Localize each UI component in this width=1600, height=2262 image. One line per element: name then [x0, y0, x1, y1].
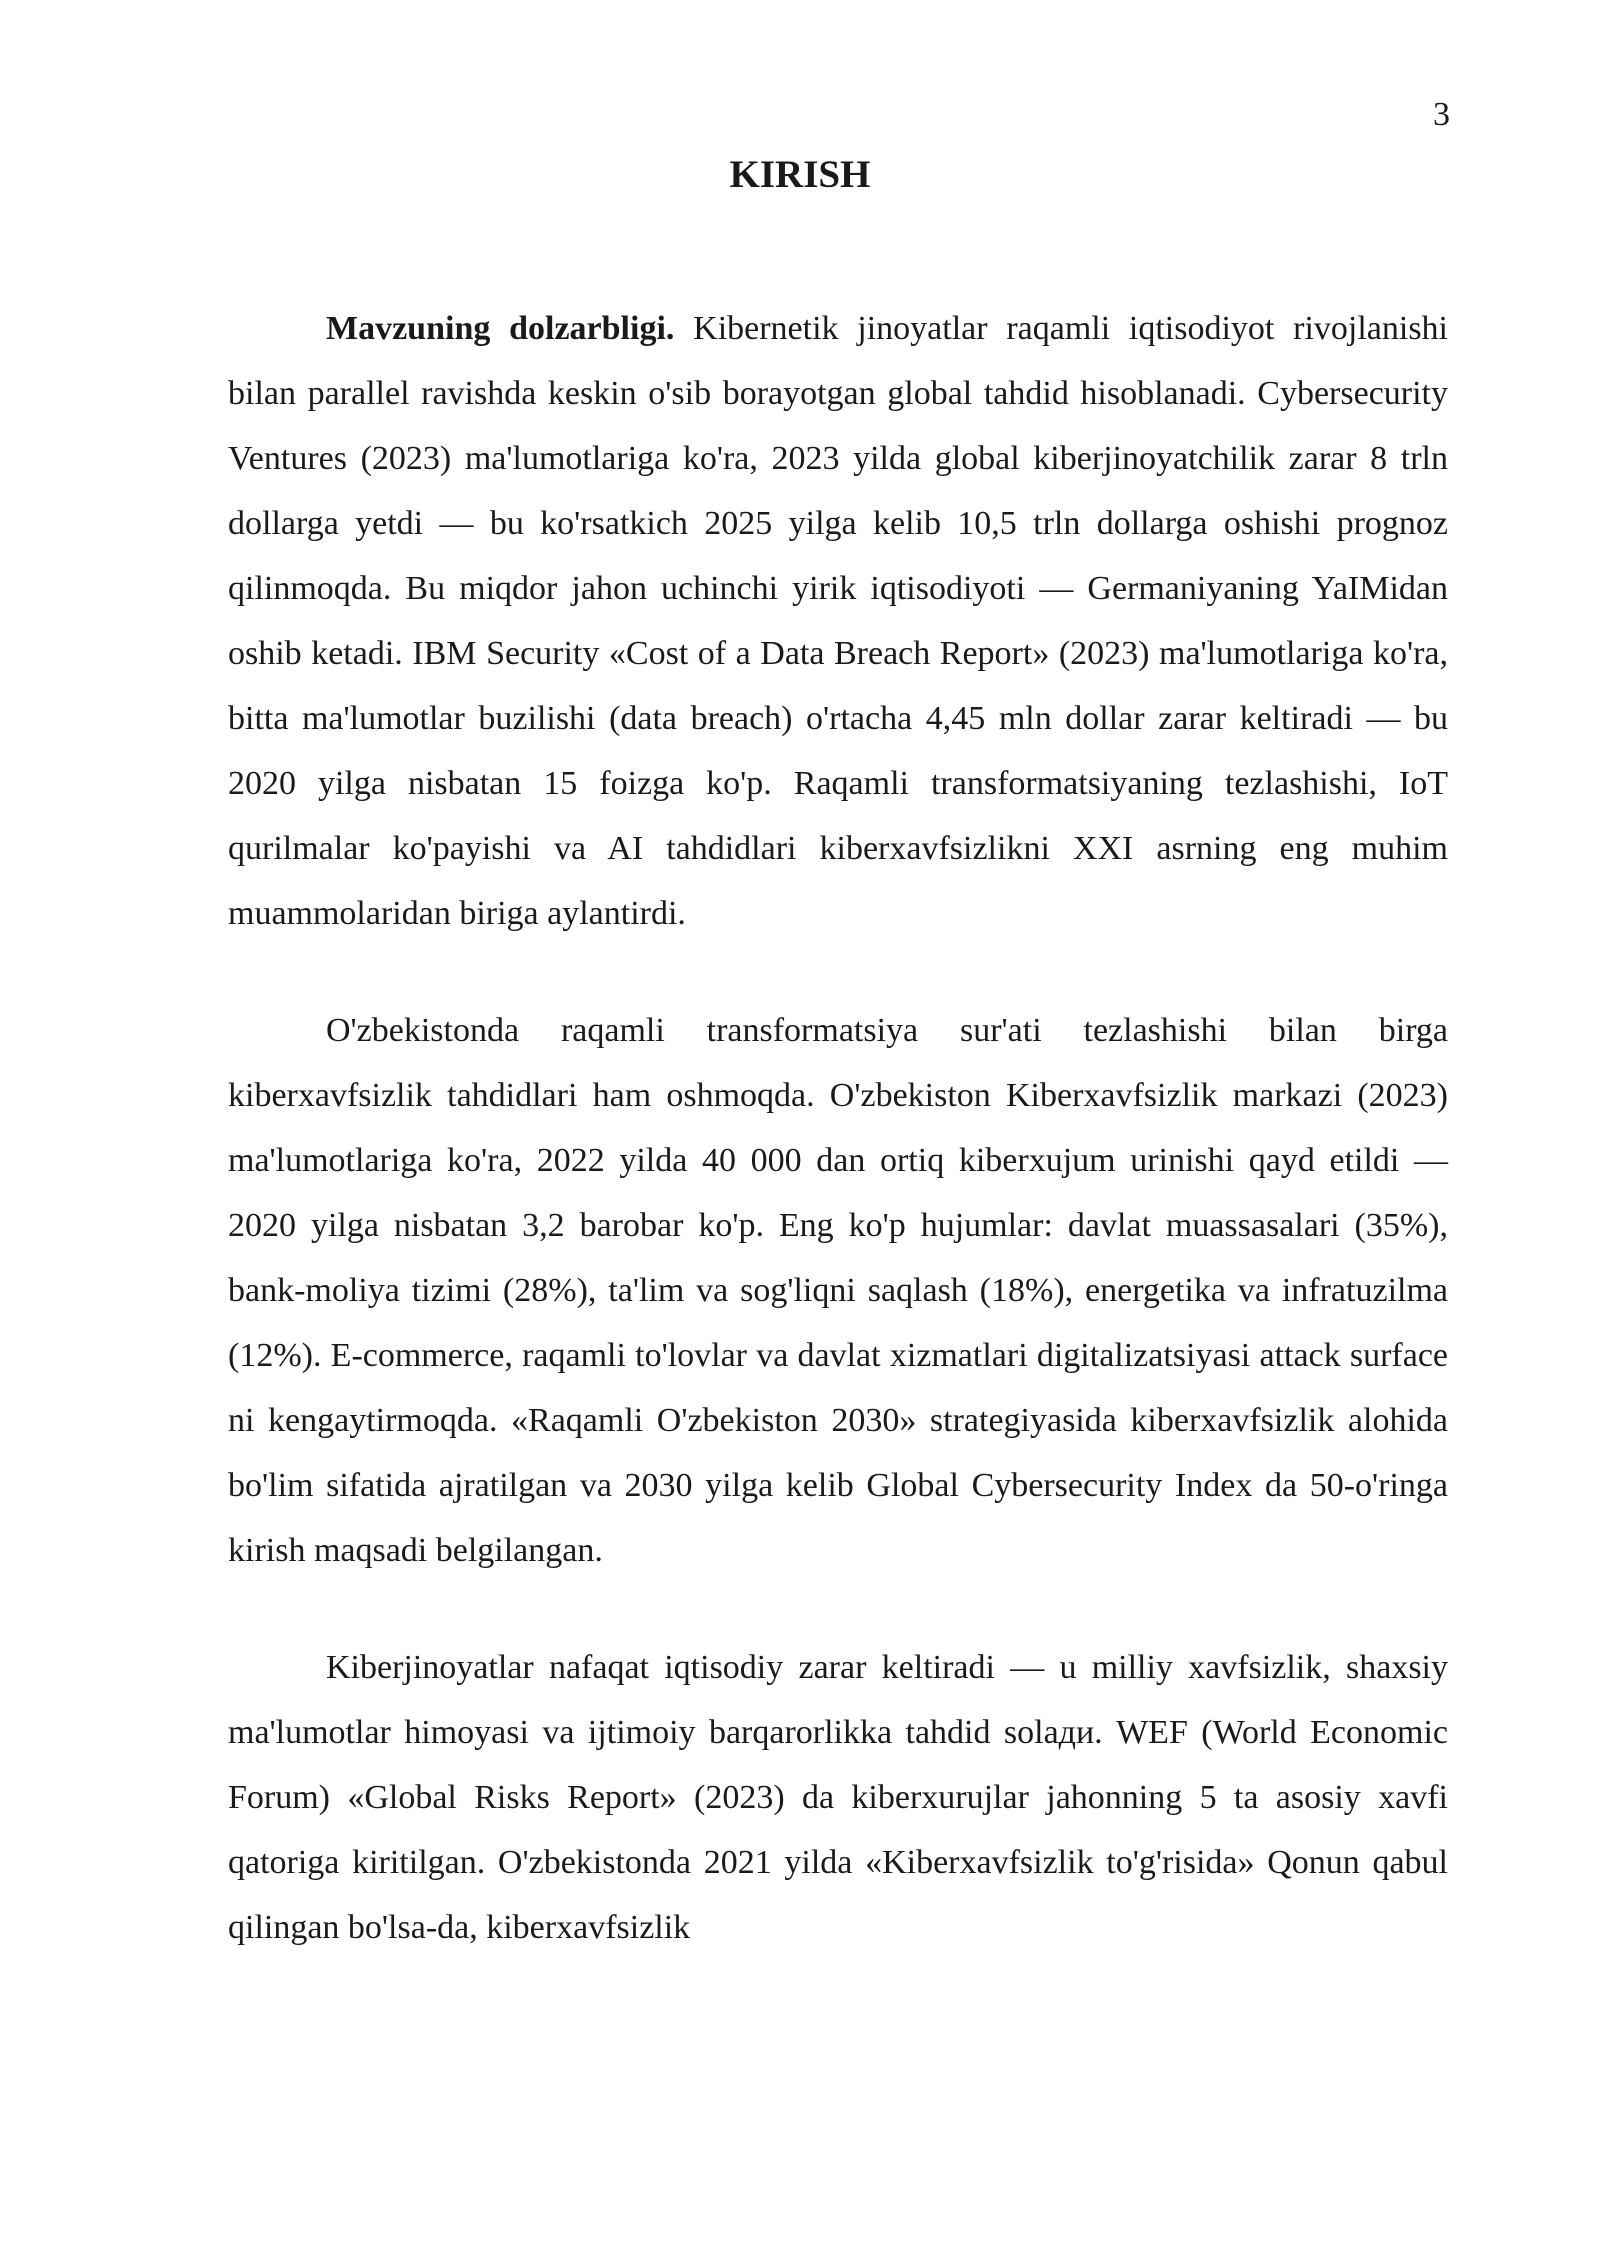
paragraph-relevance [228, 296, 1448, 946]
paragraph-text: Kibernetik jinoyatlar raqamli iqtisodiyot rivojlanishi bilan parallel ravishda keskin o'sib borayotgan global tahdid hisoblanadi. Cybersecurity Ventures (2023) ma'lumotlariga ko'ra, 2023 yilda global kiberjinoyatchilik zarar 8 trln dollarga yetdi — bu ko'rsatkich 2025 yilga kelib 10,5 trln dollarga oshishi prognoz qilinmoqda. Bu miqdor jahon uchinchi yirik iqtisodiyoti — Germaniyaning YaIMidan oshib ketadi. IBM Security «Cost of a Data Breach Report» (2023) ma'lumotlariga ko'ra, bitta ma'lumotlar buzilishi (data breach) o'rtacha 4,45 mln dollar zarar keltiradi — bu 2020 yilga nisbatan 15 foizga ko'p. Raqamli transformatsiyaning tezlashishi, IoT qurilmalar ko'payishi va AI tahdidlari kiberxavfsizlikni XXI asrning eng muhim muammolaridan biriga aylantirdi. [228, 310, 1448, 932]
page-title: KIRISH [729, 153, 871, 196]
document-body [228, 296, 1448, 1960]
paragraph-lead: Mavzuning dolzarbligi. [326, 310, 675, 347]
paragraph-text: O'zbekistonda raqamli transformatsiya sur'ati tezlashishi bilan birga kiberxavfsizlik tahdidlari ham oshmoqda. O'zbekiston Kiberxavfsizlik markazi (2023) ma'lumotlariga ko'ra, 2022 yilda 40 000 dan ortiq kiberxujum urinishi qayd etildi — 2020 yilga nisbatan 3,2 barobar ko'p. Eng ko'p hujumlar: davlat muassasalari (35%), bank-moliya tizimi (28%), ta'lim va sog'liqni saqlash (18%), energetika va infratuzilma (12%). E-commerce, raqamli to'lovlar va davlat xizmatlari digitalizatsiyasi attack surface ni kengaytirmoqda. «Raqamli O'zbekiston 2030» strategiyasida kiberxavfsizlik alohida bo'lim sifatida ajratilgan va 2030 yilga kelib Global Cybersecurity Index da 50-o'ringa kirish maqsadi belgilangan. [228, 1012, 1448, 1569]
paragraph-uzbekistan [228, 998, 1448, 1583]
paragraph-cybercrime [228, 1635, 1448, 1960]
paragraph-text: Kiberjinoyatlar nafaqat iqtisodiy zarar keltiradi — u milliy xavfsizlik, shaxsiy ma'lumotlar himoyasi va ijtimoiy barqarorlikka tahdid solади. WEF (World Economic Forum) «Global Risks Report» (2023) da kiberxurujlar jahonning 5 ta asosiy xavfi qatoriga kiritilgan. O'zbekistonda 2021 yilda «Kiberxavfsizlik to'g'risida» Qonun qabul qilingan bo'lsa-da, kiberxavfsizlik [228, 1649, 1448, 1946]
page-number: 3 [1433, 96, 1450, 133]
